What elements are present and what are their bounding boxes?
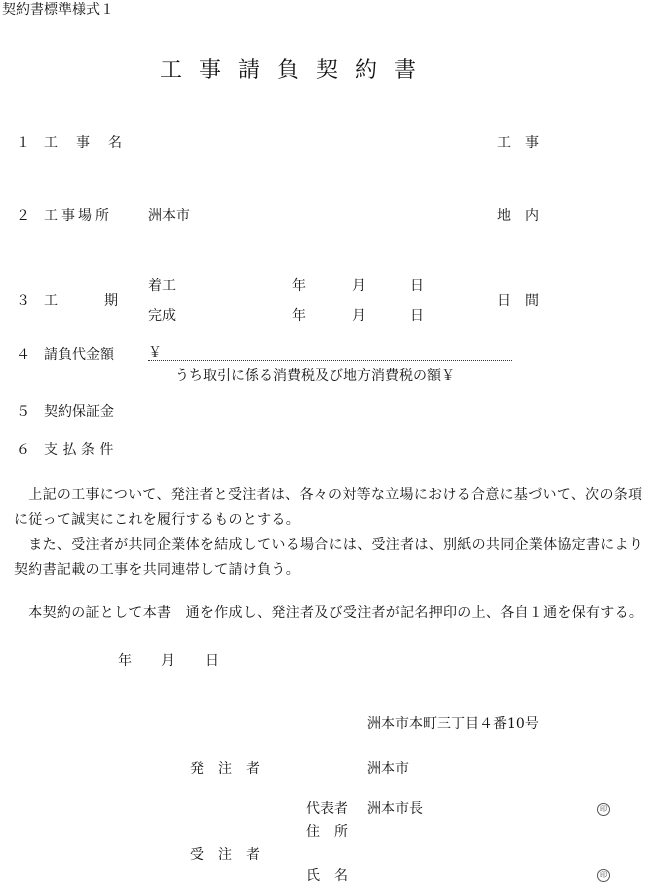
contractor-label: 受 注 者 (190, 847, 260, 863)
item-label-payment-terms: 支 払 条 件 (44, 442, 114, 458)
seal-mark: 印 (597, 803, 610, 816)
item-number: ６ (16, 442, 30, 458)
end-year: 年 (292, 308, 306, 324)
start-year: 年 (292, 278, 306, 294)
form-header: 契約書標準様式１ (2, 2, 114, 18)
contractor-address-label: 住 所 (306, 824, 348, 840)
construction-site-value: 洲本市 (148, 208, 190, 224)
amount-dotted-line (148, 360, 512, 361)
start-month: 月 (352, 278, 366, 294)
item-number: ２ (16, 208, 30, 224)
item-suffix-days: 日 間 (497, 293, 539, 309)
item-label-construction-site: 工事場所 (44, 208, 112, 224)
item-label-construction-period: 工 期 (44, 293, 124, 309)
body-paragraph: 上記の工事について、発注者と受注者は、各々の対等な立場における合意に基づいて、次の条項 (14, 487, 643, 503)
body-paragraph: 本契約の証として本書 通を作成し、発注者及び受注者が記名押印の上、各自１通を保有する。 (14, 605, 644, 621)
body-paragraph: 契約書記載の工事を共同連帯して請け負う。 (14, 562, 300, 578)
end-month: 月 (352, 308, 366, 324)
item-suffix-area: 地 内 (497, 208, 539, 224)
seal-mark: 印 (597, 869, 610, 882)
item-number: ５ (16, 404, 30, 420)
orderer-label: 発 注 者 (190, 761, 260, 777)
body-paragraph: また、受注者が共同企業体を結成している場合には、受注者は、別紙の共同企業体協定書により (14, 537, 644, 553)
yen-mark: ￥ (148, 345, 162, 361)
item-label-contract-amount: 請負代金額 (44, 347, 114, 363)
page-title: 工事請負契約書 (160, 58, 434, 83)
end-day: 日 (410, 308, 424, 324)
body-paragraph: に従って誠実にこれを履行するものとする。 (14, 512, 300, 528)
orderer-name: 洲本市 (367, 761, 409, 777)
item-label-construction-name: 工 事 名 (44, 135, 124, 151)
orderer-address: 洲本市本町三丁目４番10号 (367, 716, 539, 732)
item-number: ４ (16, 347, 30, 363)
tax-amount-note: うち取引に係る消費税及び地方消費税の額￥ (175, 368, 455, 384)
start-label: 着工 (148, 278, 176, 294)
representative-label: 代表者 (306, 801, 348, 817)
item-label-contract-deposit: 契約保証金 (44, 404, 114, 420)
contract-date-month: 月 (161, 653, 175, 669)
contract-date-day: 日 (205, 653, 219, 669)
item-number: １ (16, 135, 30, 151)
end-label: 完成 (148, 308, 176, 324)
start-day: 日 (410, 278, 424, 294)
contractor-name-label: 氏 名 (306, 868, 348, 884)
contract-date-year: 年 (118, 653, 132, 669)
representative-name: 洲本市長 (367, 801, 423, 817)
item-number: ３ (16, 293, 30, 309)
item-suffix-construction: 工 事 (497, 135, 539, 151)
